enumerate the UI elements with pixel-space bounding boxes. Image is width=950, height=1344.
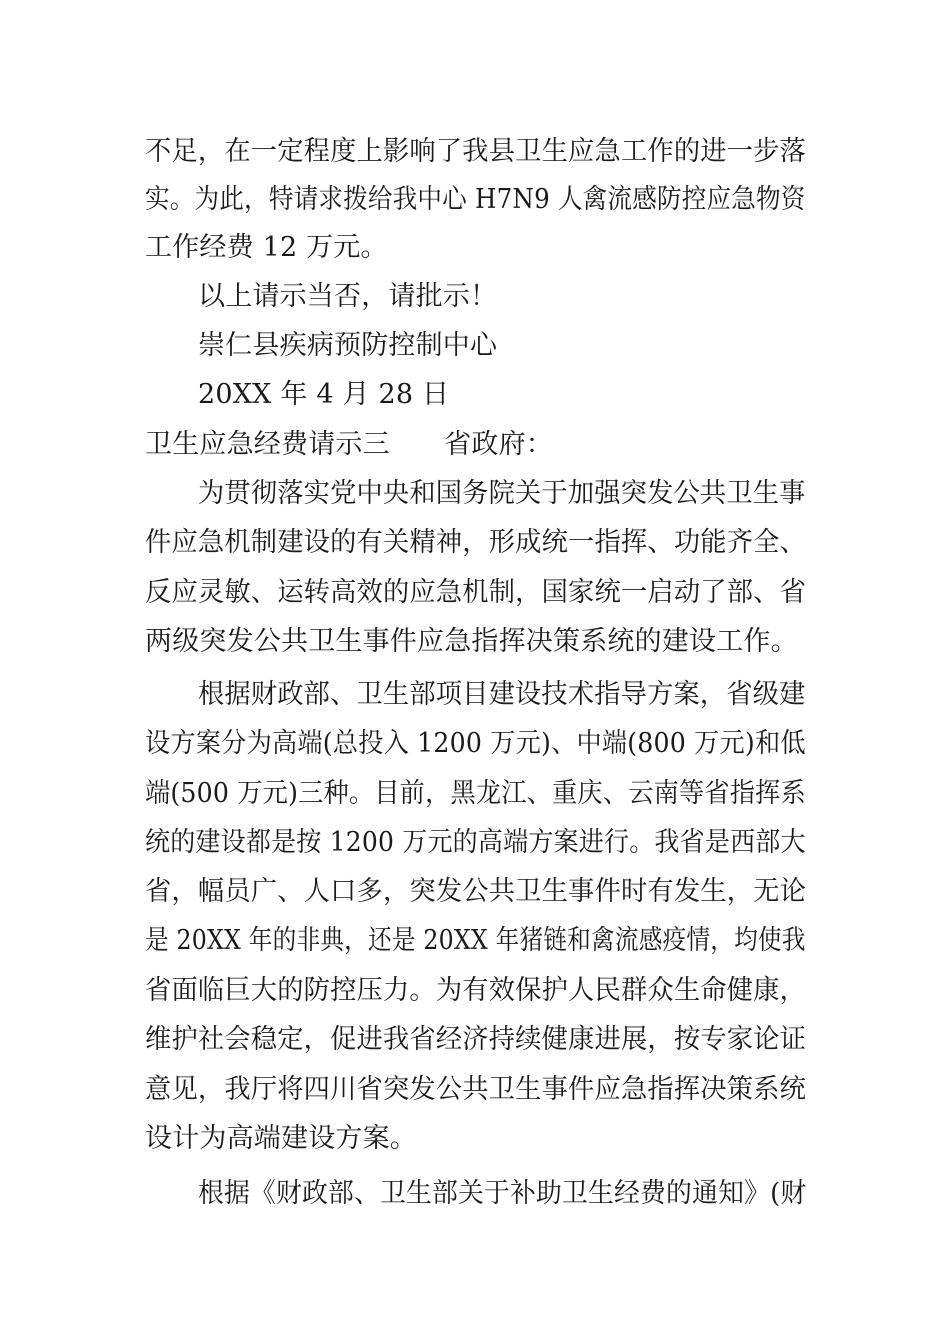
text-line: 意见，我厅将四川省突发公共卫生事件应急指挥决策系统 xyxy=(145,1074,807,1105)
text-line: 不足，在一定程度上影响了我县卫生应急工作的进一步落 xyxy=(145,136,807,167)
text-line: 为贯彻落实党中央和国务院关于加强突发公共卫生事 xyxy=(198,478,806,509)
closing-request-line: 以上请示当否，请批示！ xyxy=(198,281,498,312)
sender-organization: 崇仁县疾病预防控制中心 xyxy=(198,330,498,361)
text-line: 省，幅员广、人口多，突发公共卫生事件时有发生，无论 xyxy=(145,876,807,907)
text-line: 省面临巨大的防控压力。为有效保护人民群众生命健康， xyxy=(145,975,807,1006)
text-line: 设计为高端建设方案。 xyxy=(145,1123,417,1154)
text-line: 根据《财政部、卫生部关于补助卫生经费的通知》(财 xyxy=(198,1178,807,1209)
section-heading: 卫生应急经费请示三 省政府： xyxy=(145,429,553,460)
text-line: 反应灵敏、运转高效的应急机制，国家统一启动了部、省 xyxy=(145,577,807,608)
text-line: 是 20XX 年的非典，还是 20XX 年猪链和禽流感疫情，均使我 xyxy=(145,925,806,956)
text-line: 两级突发公共卫生事件应急指挥决策系统的建设工作。 xyxy=(145,626,798,657)
text-line: 根据财政部、卫生部项目建设技术指导方案，省级建 xyxy=(198,679,806,710)
text-line: 端(500 万元)三种。目前，黑龙江、重庆、云南等省指挥系 xyxy=(145,778,806,809)
document-date: 20XX 年 4 月 28 日 xyxy=(198,379,450,410)
text-line: 设方案分为高端(总投入 1200 万元)、中端(800 万元)和低 xyxy=(145,728,806,759)
text-line: 件应急机制建设的有关精神，形成统一指挥、功能齐全、 xyxy=(145,527,807,558)
text-line: 工作经费 12 万元。 xyxy=(145,232,388,263)
text-line: 维护社会稳定，促进我省经济持续健康进展，按专家论证 xyxy=(145,1024,807,1055)
text-line: 实。为此，特请求拨给我中心 H7N9 人禽流感防控应急物资 xyxy=(145,184,806,215)
text-line: 统的建设都是按 1200 万元的高端方案进行。我省是西部大 xyxy=(145,827,806,858)
